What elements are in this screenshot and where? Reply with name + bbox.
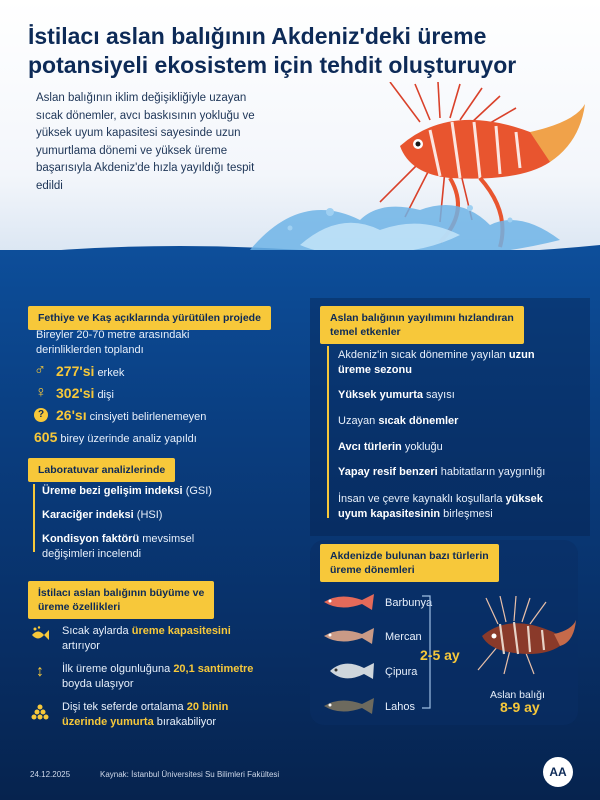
lab-heading: Laboratuvar analizlerinde (28, 458, 175, 482)
lionfish-range: 8-9 ay (500, 699, 540, 715)
barbunya-fish-icon (320, 592, 376, 612)
egg-pile-icon (30, 704, 50, 720)
female-count: 302'si (56, 385, 95, 401)
unknown-count: 26'sı (56, 407, 87, 423)
species-name-cipura: Çipura (385, 666, 418, 678)
intro-text: Aslan balığının iklim değişikliğiyle uzayan sıcak dönemler, avcı baskısının yokluğu ve yüksek uyum kapasitesi sayesinde uzun yumurtlama dönemi ve yüksek üreme başarısıyla Akdeniz'de hızla yayıldığı tespit edildi (36, 92, 255, 192)
species-name-barbunya: Barbunya (385, 597, 433, 609)
growth-item-capacity: Sıcak aylarda üreme kapasitesini artırıyor (62, 625, 231, 652)
species-name-mercan: Mercan (385, 631, 422, 643)
project-collected-text: Bireyler 20-70 metre arasındaki derinliklerden toplandı (36, 329, 190, 356)
growth-item-eggs: Dişi tek seferde ortalama 20 binin üzerinde yumurta bırakabiliyor (62, 701, 229, 728)
aa-logo-text: AA (549, 765, 567, 779)
lahos-fish-icon (320, 696, 376, 716)
page-title: İstilacı aslan balığının Akdeniz'deki üreme potansiyeli ekosistem için tehdit oluşturuyor (28, 23, 517, 78)
species-range: 2-5 ay (420, 647, 460, 663)
spread-item-eggs: Yüksek yumurta sayısı (338, 389, 455, 401)
aa-logo-icon (543, 757, 573, 787)
unknown-label: cinsiyeti belirlenemeyen (89, 411, 207, 423)
lab-item-hsi: Karaciğer indeksi (HSI) (42, 509, 163, 521)
male-label: erkek (97, 367, 125, 379)
female-stat (56, 386, 114, 403)
lab-item-condition: Kondisyon faktörü mevsimsel değişimleri incelendi (42, 533, 195, 560)
lab-item-gsi: Üreme bezi gelişim indeksi (GSI) (42, 485, 212, 497)
spread-item-reef: Yapay resif benzeri habitatların yaygınlığı (338, 466, 546, 478)
spread-heading: Aslan balığının yayılımını hızlandıran temel etkenler (320, 306, 524, 344)
size-arrow-icon: ↕ (36, 663, 44, 680)
cipura-fish-icon (326, 660, 376, 682)
species-heading: Akdenizde bulunan bazı türlerin üreme dönemleri (320, 544, 499, 582)
mercan-fish-icon (320, 626, 376, 646)
lionfish-icon (468, 596, 578, 676)
spread-item-predators: Avcı türlerin yokluğu (338, 441, 443, 453)
spread-item-adaptation: İnsan ve çevre kaynaklı koşullarla yüksek uyum kapasitesinin birleşmesi (338, 493, 543, 520)
total-label: birey üzerinde analiz yapıldı (60, 433, 197, 445)
male-icon: ♂ (34, 362, 46, 379)
footer-source: Kaynak: İstanbul Üniversitesi Su Bilimleri Fakültesi (100, 770, 280, 779)
question-icon: ? (34, 408, 48, 422)
total-count: 605 (34, 429, 58, 445)
spread-item-season: Akdeniz'in sıcak dönemine yayılan uzun üreme sezonu (338, 349, 535, 376)
project-heading: Fethiye ve Kaş açıklarında yürütülen projede (28, 306, 271, 330)
lab-bullet-line (33, 484, 35, 552)
male-count: 277'si (56, 363, 95, 379)
species-name-lahos: Lahos (385, 701, 415, 713)
male-stat (56, 364, 124, 381)
female-icon: ♀ (35, 384, 47, 401)
spread-bullet-line (327, 346, 329, 518)
female-label: dişi (97, 389, 114, 401)
growth-item-maturity: İlk üreme olgunluğuna 20,1 santimetre boyda ulaşıyor (62, 663, 254, 690)
growth-heading: İstilacı aslan balığının büyüme ve üreme özellikleri (28, 581, 214, 619)
lionfish-label: Aslan balığı (490, 689, 545, 701)
fish-eggs-icon (30, 626, 50, 644)
spread-item-warm: Uzayan sıcak dönemler (338, 415, 459, 427)
unknown-stat (56, 408, 206, 425)
total-stat (34, 430, 197, 447)
footer-date: 24.12.2025 (30, 770, 71, 779)
